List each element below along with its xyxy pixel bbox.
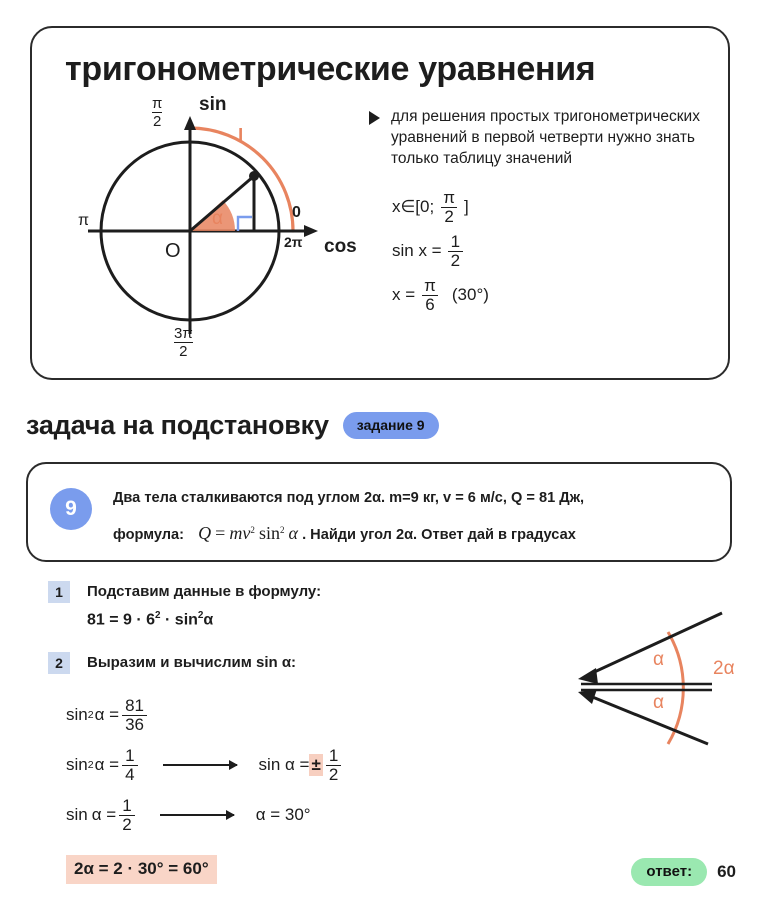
label-alpha-upper: α [653, 649, 664, 670]
formula-list [392, 185, 714, 317]
cos-axis-arrowhead [304, 225, 318, 237]
bullet-text: для решения простых тригонометрических уравнений в первой четверти нужно знать только таблицу значений [391, 108, 700, 167]
derivation-row-2: sin 2 α = $\frac{1}{4}$ sin α = ± $\frac{1}{2}$ [66, 740, 344, 790]
problem-statement [113, 482, 713, 551]
implication-arrow-icon [163, 764, 237, 766]
label-alpha: α [212, 208, 223, 229]
angle-diagram-svg [450, 592, 750, 782]
plus-minus-highlight: ± [311, 755, 321, 774]
label-zero: 0 [292, 204, 301, 221]
bullet-triangle-icon [369, 111, 380, 125]
theory-card [30, 26, 730, 380]
lower-ray [590, 696, 708, 744]
label-2pi: 2π [284, 234, 303, 250]
page-title: тригонометрические уравнения [65, 50, 596, 88]
fraction-pi-6: $\frac{\pi}{6}$ [424, 276, 436, 314]
point-on-circle [249, 171, 259, 181]
label-arc-l: l [238, 126, 244, 147]
lower-ray-arrowhead [578, 689, 597, 704]
fraction-1-2: $\frac{1}{2}$ [119, 797, 134, 833]
fraction-1-4: $\frac{1}{4}$ [122, 747, 137, 783]
upper-ray-arrowhead [578, 668, 598, 684]
label-3pi-over-2: 3π 2 [174, 325, 193, 360]
problem-line-1: Два тела сталкиваются под углом 2α. m=9 кг, v = 6 м/c, Q = 81 Дж, [113, 490, 585, 506]
fraction-1-2-pm: $\frac{1}{2}$ [326, 747, 341, 783]
formula-domain: x∈[0; $\frac{\pi}{2}$ ] [392, 188, 469, 226]
label-alpha-lower: α [653, 692, 664, 713]
step-number: 1 [48, 581, 70, 603]
label-sin-axis: sin [199, 94, 227, 115]
solution-step-2 [48, 652, 296, 674]
step-1-equation: $81 = 9 \cdot 6^2 \cdot \sin^2\alpha$ [87, 610, 214, 629]
fraction-one-half: $\frac{1}{2}$ [448, 233, 463, 269]
problem-formula: $Q = mv^2$ $\sin^2 \alpha$ [198, 522, 298, 543]
formula-x-result: x = $\frac{\pi}{6}$ (30°) [392, 276, 489, 314]
label-origin: O [165, 240, 181, 262]
solution-step-1 [48, 581, 321, 603]
step-text: Подставим данные в формулу: [87, 583, 322, 600]
angle-diagram [450, 592, 750, 782]
label-cos-axis: cos [324, 236, 357, 257]
final-answer-equation: 2α = 2 · 30° = 60° [66, 855, 217, 884]
derivation-block [66, 690, 344, 840]
answer-block [631, 858, 736, 886]
problem-card [26, 462, 732, 562]
label-pi: π [78, 212, 90, 229]
section-title: задача на подстановку [26, 410, 329, 440]
answer-value: 60 [717, 862, 736, 881]
bullet-row [369, 106, 714, 169]
unit-circle-svg [52, 94, 362, 369]
problem-number-badge: 9 [50, 488, 92, 530]
fraction-81-36: $\frac{81}{36}$ [122, 697, 147, 733]
explanation-block [369, 106, 714, 317]
label-2alpha: 2α [713, 658, 735, 679]
formula-sin-equals: sin x = $\frac{1}{2}$ [392, 229, 714, 273]
implication-arrow-icon [160, 814, 234, 816]
problem-line-2: формула: $Q = mv^2$ $\sin^2 \alpha$ . Найди угол 2α. Ответ дай в градусах [113, 522, 576, 543]
step-number: 2 [48, 652, 70, 674]
section-header [26, 410, 439, 441]
task-badge: задание 9 [343, 412, 439, 439]
derivation-row-3: sin α = $\frac{1}{2}$ α = 30° [66, 796, 311, 834]
step-text: Выразим и вычислим sin α: [87, 654, 297, 671]
unit-circle-diagram [52, 94, 362, 369]
derivation-row-1: sin 2 α = $\frac{81}{36}$ [66, 690, 344, 740]
sin-axis-arrowhead [184, 116, 196, 130]
label-pi-over-2: π 2 [152, 95, 163, 130]
answer-label-badge: ответ: [631, 858, 707, 886]
fraction-pi-2: $\frac{\pi}{2}$ [443, 188, 455, 226]
right-angle-marker [238, 217, 252, 231]
